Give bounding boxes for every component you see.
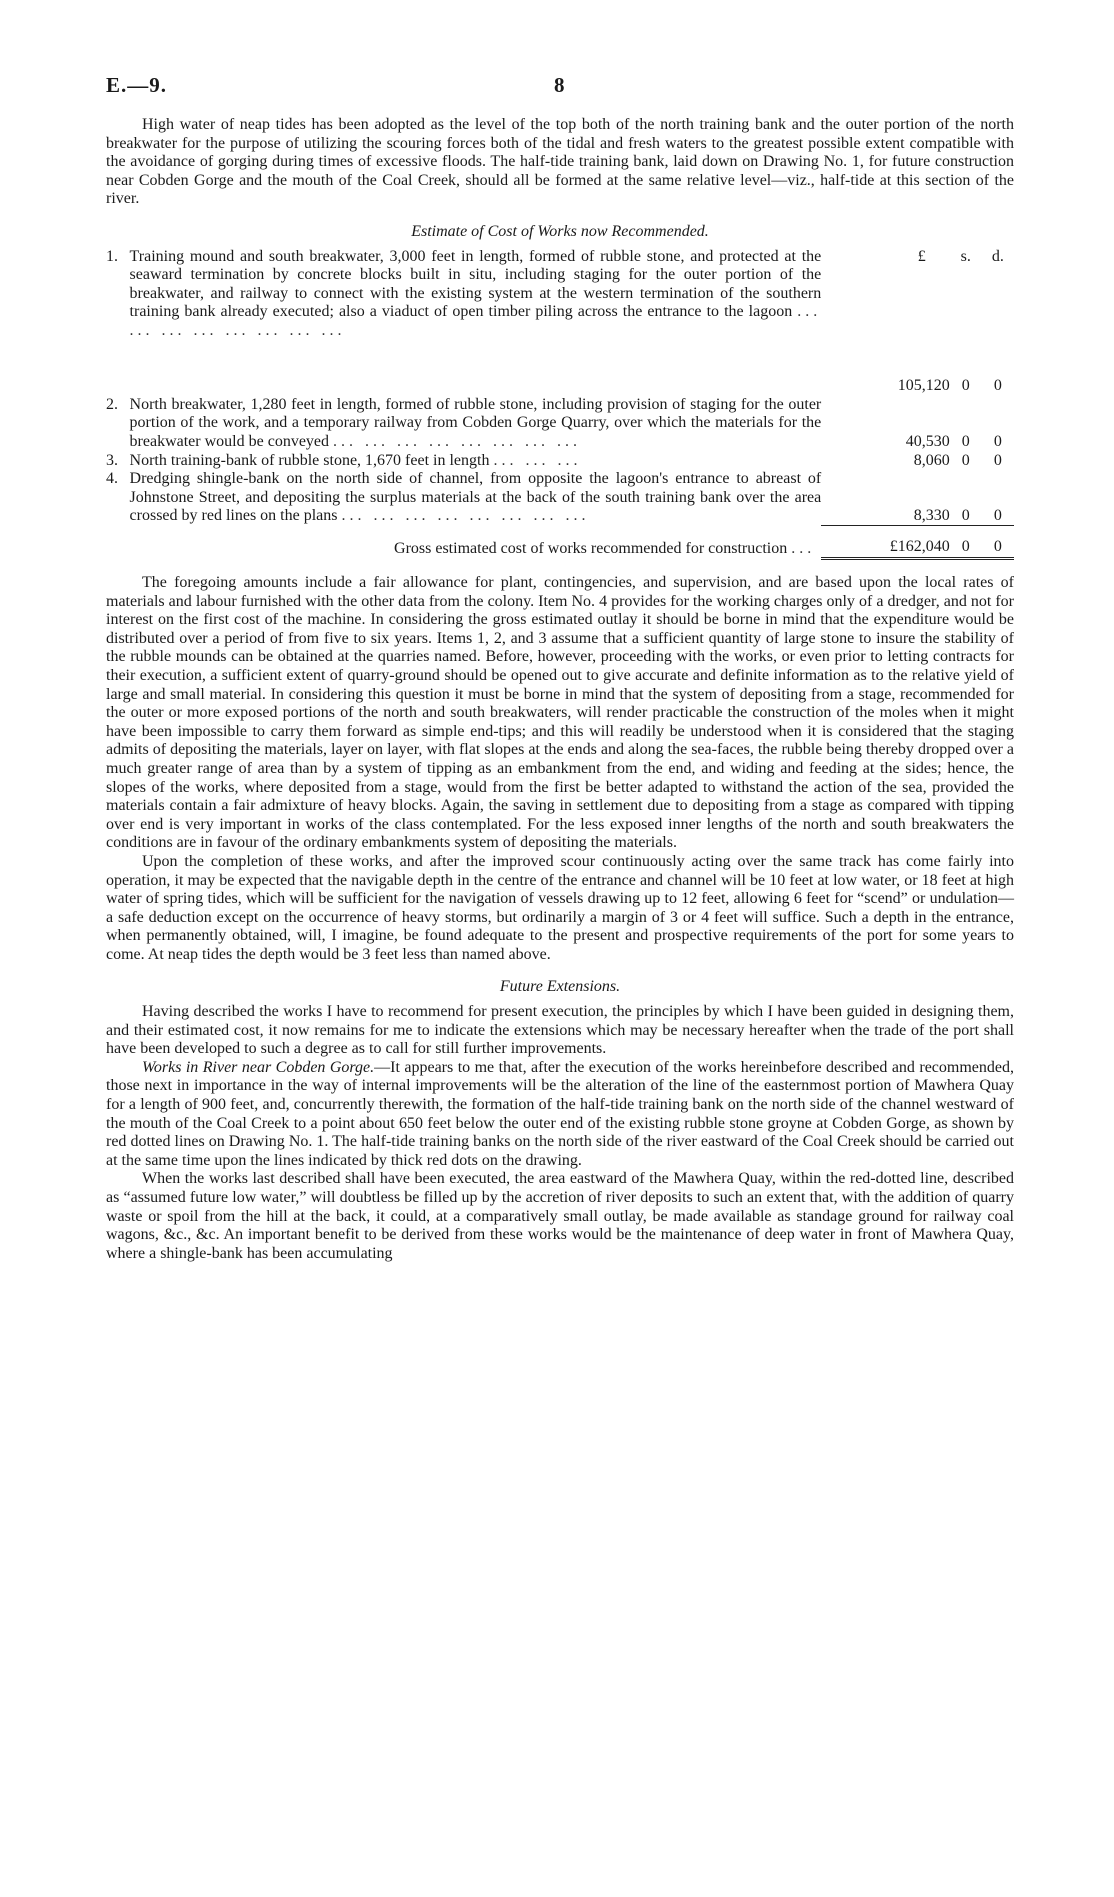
intro-paragraph: High water of neap tides has been adopted as the level of the top both of the north training bank and the outer portion of the north breakwater for the purpose of utilizing the scouring forces both of the tidal and fresh waters to the greatest possible extent compatible with the avoidance of gorging during times of excessive floods. The half-tide training bank, laid down on Drawing No. 1, for future construction near Cobden Gorge and the mouth of the Coal Creek, should all be formed at the same relative level—viz., half-tide at this section of the river.	[106, 116, 1014, 208]
item-description	[130, 248, 822, 396]
leader-dots: ... ... ... ... ... ... ... ...	[333, 432, 582, 450]
gross-shillings: 0	[950, 526, 982, 559]
estimate-item-row	[106, 470, 1014, 526]
pence-column-header: d.	[991, 247, 1004, 265]
item-shillings: 0	[961, 432, 970, 450]
body-paragraph: Upon the completion of these works, and after the improved scour continuously acting over the same track has come fairly into operation, it may be expected that the navigable depth in the centre of the entrance and channel will be 10 feet at low water, or 18 feet at high water of spring tides, which will be sufficient for the navigation of vessels drawing up to 12 feet, allowing 6 feet for “scend” or undulation—a safe deduction except on the occurrence of heavy storms, but ordinarily a margin of 3 or 4 feet will suffice. Such a depth in the entrance, when permanently obtained, will, I imagine, be found adequate to the present and prospective requirements of the port for some years to come. At neap tides the depth would be 3 feet less than named above.	[106, 852, 1014, 963]
item-pence: 0	[993, 377, 1002, 395]
future-extensions-title: Future Extensions.	[499, 978, 621, 996]
item-number: 3.	[106, 451, 118, 469]
page-number: 8	[554, 73, 565, 97]
estimate-item-row	[106, 396, 1014, 452]
leader-dots: ... ... ... ... ... ... ... ...	[129, 303, 822, 339]
leader-dots: ...	[791, 539, 816, 557]
estimate-item-row	[106, 452, 1014, 471]
item-amount: 8,330	[913, 506, 950, 524]
item-shillings: 0	[961, 451, 970, 469]
estimate-title: Estimate of Cost of Works now Recommended.	[411, 222, 709, 240]
shillings-column-header: s.	[960, 247, 971, 265]
document-page	[106, 73, 1014, 1263]
paragraph-text: —It appears to me that, after the execution of the works hereinbefore described and recommended, those next in importance in the way of internal improvements will be the alteration of the line of the easternmost portion of Mawhera Quay for a length of 900 feet, and, concurrently therewith, the formation of the half-tide training bank on the north side of the channel westward of the mouth of the Coal Creek to a point about 650 feet below the outer end of the existing rubble stone groyne at Cobden Gorge, as shown by red dotted lines on Drawing No. 1. The half-tide training banks on the north side of the river eastward of the Coal Creek should be carried out at the same time upon the lines indicated by thick red dots on the drawing.	[106, 1058, 1014, 1169]
item-description	[130, 470, 822, 526]
item-shillings: 0	[961, 506, 970, 524]
run-in-heading: Works in River near Cobden Gorge.	[142, 1058, 375, 1076]
leader-dots: ... ... ... ... ... ... ... ...	[341, 507, 590, 525]
pounds-column-header: £	[917, 247, 926, 265]
item-number: 1.	[106, 247, 118, 265]
item-description	[130, 396, 822, 452]
page-header	[106, 73, 1014, 116]
gross-label	[130, 526, 822, 559]
item-description-text: Dredging shingle-bank on the north side of channel, from opposite the lagoon's entrance to abreast of Johnstone Street, and depositing the surplus materials at the back of the south training bank over the area crossed by red lines on the plans	[129, 470, 822, 525]
item-description-text: Training mound and south breakwater, 3,000 feet in length, formed of rubble stone, and protected at the seaward termination by concrete blocks built in situ, including staging for the outer portion of the breakwater, and railway to connect with the existing system at the western termination of the southern training bank already executed; also a viaduct of open timber piling across the entrance to the lagoon	[129, 247, 822, 321]
item-number: 4.	[106, 470, 118, 488]
body-paragraph: Having described the works I have to recommend for present execution, the principles by which I have been guided in designing them, and their estimated cost, it now remains for me to indicate the extensions which may be necessary hereafter when the trade of the port shall have been developed to such a degree as to call for still further improvements.	[106, 1003, 1014, 1058]
item-pence: 0	[993, 506, 1002, 524]
estimate-table	[106, 248, 1014, 560]
document-reference: E.—9.	[106, 73, 168, 97]
item-pence: 0	[993, 451, 1002, 469]
leader-dots: ... ... ...	[493, 451, 582, 469]
item-shillings: 0	[961, 377, 970, 395]
gross-label-text: Gross estimated cost of works recommended for construction	[394, 539, 788, 557]
body-paragraph	[106, 1059, 1014, 1171]
gross-total-row	[106, 526, 1014, 559]
item-amount: 105,120	[897, 377, 950, 395]
item-description	[130, 452, 822, 471]
gross-pence: 0	[982, 526, 1014, 559]
estimate-item-row	[106, 248, 1014, 396]
item-amount: 8,060	[913, 451, 950, 469]
item-pence: 0	[993, 432, 1002, 450]
item-description-text: North training-bank of rubble stone, 1,670 feet in length	[129, 451, 490, 469]
item-number: 2.	[106, 395, 118, 413]
body-paragraph: The foregoing amounts include a fair allowance for plant, contingencies, and supervision, and are based upon the local rates of materials and labour furnished with the other data from the colony. Item No. 4 provides for the working charges only of a dredger, and not for interest on the first cost of the machine. In considering the gross estimated outlay it should be borne in mind that the expenditure would be distributed over a period of from five to six years. Items 1, 2, and 3 assume that a sufficient quantity of large stone to insure the stability of the rubble mounds can be obtained at the quarries named. Before, however, proceeding with the works, or even prior to letting contracts for their execution, a sufficient extent of quarry-ground should be opened out to give accurate and definite information as to the relative yield of large and small material. In considering this question it must be borne in mind that the system of depositing from a stage, recommended for the outer or more exposed portions of the north and south breakwaters, will render practicable the construction of the moles when it might have been impossible to carry them forward as simple end-tips; and this will readily be understood when it is considered that the staging admits of depositing the materials, layer on layer, with flat slopes at the ends and along the sea-faces, the rubble being thereby dropped over a much greater range of area than by a system of tipping as an embankment from the end, and widing and feeding at the sides; hence, the slopes of the works, where deposited from a stage, would from the first be better adapted to withstand the action of the sea, provided the materials contain a fair admixture of heavy blocks. Again, the saving in settlement due to depositing from a stage as compared with tipping over end is very important in works of the class contemplated. For the less exposed inner lengths of the north and south breakwaters the conditions are in favour of the ordinary embankments system of depositing the materials.	[106, 574, 1014, 852]
body-paragraph: When the works last described shall have been executed, the area eastward of the Mawhera Quay, within the red-dotted line, described as “assumed future low water,” will doubtless be filled up by the accretion of river deposits to such an extent that, with the addition of quarry waste or spoil from the hill at the back, it could, at a comparatively small outlay, be made available as standage ground for railway coal wagons, &c., &c. An important benefit to be derived from these works would be the maintenance of deep water in front of Mawhera Quay, where a shingle-bank has been accumulating	[106, 1170, 1014, 1262]
gross-amount: £162,040	[821, 526, 949, 559]
item-amount: 40,530	[905, 432, 950, 450]
item-description-text: North breakwater, 1,280 feet in length, formed of rubble stone, including provision of staging for the outer portion of the work, and a temporary railway from Cobden Gorge Quarry, over which the materials for the breakwater would be conveyed	[129, 395, 822, 450]
